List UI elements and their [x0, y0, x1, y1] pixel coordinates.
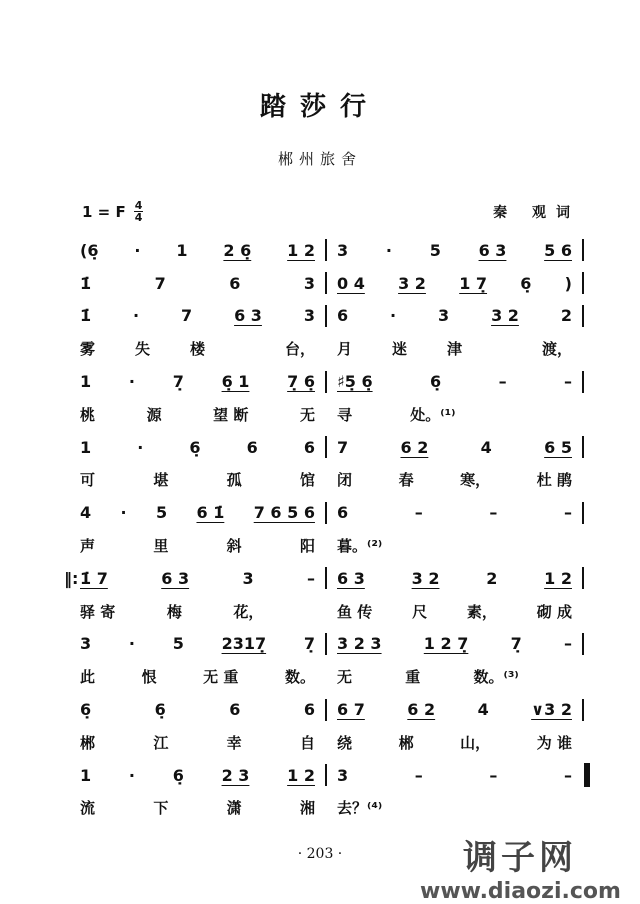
barline	[582, 403, 584, 425]
notation-line	[70, 300, 590, 333]
lyric-char: 孤	[226, 471, 242, 490]
note: ·	[134, 240, 141, 260]
lyric-char: 寻	[337, 405, 353, 424]
score	[64, 234, 590, 824]
note: 7̣ 6̣	[287, 372, 315, 392]
barline	[582, 272, 584, 294]
note: ·	[133, 306, 140, 326]
barline	[582, 600, 584, 622]
measure	[70, 766, 325, 785]
lyric-char: 堪	[153, 471, 169, 490]
note: 3	[303, 273, 315, 293]
lyric-char: 杜 鹃	[536, 471, 572, 490]
notation-line	[70, 759, 590, 792]
barline	[582, 567, 584, 589]
measure	[327, 306, 582, 325]
barline	[582, 699, 584, 721]
note: 1̇	[80, 273, 92, 293]
note: 6̣	[80, 700, 92, 720]
note: 3	[303, 306, 315, 326]
measure	[327, 766, 582, 785]
note: –	[489, 503, 498, 523]
lyric-char: 湘	[299, 799, 315, 818]
note: 1	[80, 372, 92, 392]
note: –	[498, 372, 507, 392]
lyric-char: 无	[299, 405, 315, 424]
note: 1 2	[287, 765, 315, 785]
note: 7̣	[303, 634, 315, 654]
note: 6 3	[161, 568, 190, 588]
time-signature	[134, 200, 144, 223]
measure	[70, 732, 325, 753]
note: 6	[337, 306, 349, 326]
measure	[70, 634, 325, 653]
measure	[70, 797, 325, 818]
lyric-char: 为 谁	[536, 733, 572, 752]
note: 5	[155, 503, 168, 523]
measure	[70, 372, 325, 391]
note: –	[489, 765, 498, 785]
repeat-start-sign: ‖:	[64, 568, 79, 588]
note: –	[563, 634, 572, 654]
note: 3 2	[491, 306, 519, 326]
lyric-char: 梅	[166, 602, 182, 621]
lyric-char: 桃	[80, 405, 96, 424]
lyric-char: 源	[146, 405, 162, 424]
note: 6	[303, 437, 315, 457]
time-top: 4	[134, 199, 143, 212]
measure	[327, 469, 582, 490]
note: 6	[337, 503, 349, 523]
lyric-char: 恨	[141, 668, 157, 687]
note: 2 6̣	[223, 240, 252, 260]
note: 5	[172, 634, 184, 654]
lyric-line	[70, 398, 590, 431]
note: 1 2	[287, 240, 315, 260]
lyric-char: 鱼 传	[337, 602, 373, 621]
note: 1	[176, 240, 188, 260]
lyric-char: 春	[398, 471, 414, 490]
lyric-char: 月	[337, 340, 353, 359]
lyric-char: 自	[299, 733, 315, 752]
measure	[327, 634, 582, 653]
note: 6	[246, 437, 258, 457]
lyric-char: 可	[80, 471, 96, 490]
note: ·	[128, 634, 135, 654]
lyric-char: 此	[80, 668, 96, 687]
note: 2	[560, 306, 572, 326]
lyric-char: 斜	[226, 537, 242, 556]
measure	[70, 601, 325, 622]
note: 6̣	[154, 700, 166, 720]
time-bottom: 4	[134, 211, 143, 224]
notation-line	[70, 234, 590, 267]
lyric-char: 暮。⁽²⁾	[337, 537, 383, 556]
note: 1	[80, 437, 92, 457]
note: 7	[337, 437, 349, 457]
measure	[327, 438, 582, 457]
note: 7	[154, 273, 166, 293]
note: –	[414, 503, 423, 523]
lyric-char: 失	[135, 340, 151, 359]
note: 3	[337, 765, 349, 785]
watermark-url: www.diaozi.com	[420, 879, 621, 904]
notation-line	[70, 628, 590, 661]
measure	[327, 404, 582, 425]
barline	[582, 305, 584, 327]
barline	[582, 436, 584, 458]
lyric-line	[70, 595, 590, 628]
lyric-char: 驿 寄	[80, 602, 116, 621]
note: 6 7	[337, 700, 365, 720]
lyric-char: 素，	[466, 602, 497, 621]
lyric-line	[70, 660, 590, 693]
barline	[582, 797, 584, 819]
note: ♯5̣ 6̣	[337, 372, 373, 392]
note: 6̣ 1	[221, 372, 250, 392]
lyric-char: 砌 成	[536, 602, 572, 621]
lyric-char: 数。	[284, 668, 315, 687]
lyric-char: 雾	[80, 340, 96, 359]
lyric-char: 楼	[190, 340, 206, 359]
lyric-char: 寒，	[460, 471, 491, 490]
lyric-char: 渡，	[541, 340, 572, 359]
lyric-line	[70, 529, 590, 562]
lyric-line	[70, 792, 590, 825]
note: ∨3 2	[531, 700, 572, 720]
measure	[327, 338, 582, 359]
note: 6̣	[520, 273, 532, 293]
measure	[327, 274, 582, 293]
measure	[327, 797, 582, 818]
lyric-char: 无 重	[203, 668, 239, 687]
note: 1 7̣	[459, 273, 488, 293]
note: 4	[480, 437, 492, 457]
note: )	[564, 273, 572, 293]
lyric-char: 数。⁽³⁾	[473, 668, 519, 687]
measure	[70, 306, 325, 325]
note: 3	[337, 240, 349, 260]
note: 5 6	[544, 240, 572, 260]
notation-line	[70, 693, 590, 726]
lyric-char: 里	[153, 537, 169, 556]
note: 7	[181, 306, 193, 326]
note: 0 4	[337, 273, 365, 293]
notation-line	[64, 562, 590, 595]
lyric-char: 尺	[412, 602, 428, 621]
note: 6̣	[430, 372, 442, 392]
note: 1	[80, 765, 92, 785]
song-title: 踏莎行	[259, 92, 380, 122]
note: 2317̣	[221, 634, 267, 654]
watermark	[420, 830, 620, 904]
note: 1 2	[544, 568, 572, 588]
note: 5	[429, 240, 441, 260]
lyric-char: 重	[405, 668, 421, 687]
lyric-char: 津	[447, 340, 463, 359]
note: 3 2 3	[337, 634, 382, 654]
measure	[70, 666, 325, 687]
measure	[70, 503, 325, 522]
notation-line	[70, 365, 590, 398]
notation-line	[70, 267, 590, 300]
note: 6 5	[544, 437, 572, 457]
key-label: 1 = F	[82, 202, 126, 221]
lyric-char: 馆	[299, 471, 315, 490]
note: –	[563, 503, 572, 523]
barline	[582, 502, 584, 524]
notation-line	[70, 496, 590, 529]
note: 6	[229, 273, 241, 293]
lyric-line	[70, 332, 590, 365]
note: 2	[486, 568, 498, 588]
note: ·	[128, 765, 135, 785]
note: 6̣	[172, 765, 184, 785]
note: 7̣	[510, 634, 522, 654]
barline	[582, 535, 584, 557]
lyric-char: 幸	[226, 733, 242, 752]
measure	[70, 274, 325, 293]
lyric-char: 望 断	[213, 405, 249, 424]
measure	[70, 338, 325, 359]
measure	[327, 601, 582, 622]
measure	[70, 469, 325, 490]
note: 3	[80, 634, 92, 654]
note: 6 2	[407, 700, 436, 720]
note: 7̣	[172, 372, 184, 392]
note: 1̇ 7	[80, 568, 108, 588]
barline	[582, 731, 584, 753]
note: 1̇	[80, 306, 92, 326]
lyric-char: 郴	[80, 733, 96, 752]
measure	[327, 700, 582, 719]
barline	[582, 666, 584, 688]
watermark-name: 调子网	[463, 838, 577, 878]
note: ·	[137, 437, 144, 457]
lyric-char: 流	[80, 799, 96, 818]
note: 2 3	[221, 765, 250, 785]
measure	[327, 569, 582, 588]
measure	[327, 732, 582, 753]
lyric-char: 花，	[233, 602, 264, 621]
lyric-char: 无	[337, 668, 353, 687]
measure	[70, 535, 325, 556]
lyric-char: 台，	[284, 340, 315, 359]
note: 7 6 5 6	[253, 503, 315, 523]
lyric-char: 迷	[392, 340, 408, 359]
note: 6 1̇	[196, 503, 225, 523]
lyric-char: 闭	[337, 471, 353, 490]
barline	[582, 633, 584, 655]
lyric-char: 江	[153, 733, 169, 752]
note: 4	[477, 700, 489, 720]
lyricist: 秦 观词	[493, 205, 580, 221]
lyric-char: 绕	[337, 733, 353, 752]
measure	[70, 700, 325, 719]
lyric-line	[70, 726, 590, 759]
note: 6	[229, 700, 241, 720]
measure	[70, 438, 325, 457]
lyric-char: 声	[80, 537, 96, 556]
note: 6 3	[234, 306, 262, 326]
measure	[327, 372, 582, 391]
note: 3 2	[411, 568, 440, 588]
measure	[70, 569, 325, 588]
barline	[582, 338, 584, 360]
note: ·	[120, 503, 127, 523]
note: ·	[390, 306, 397, 326]
note: 6 3	[337, 568, 365, 588]
note: 3 2	[398, 273, 426, 293]
page-number: · 203 ·	[297, 846, 343, 862]
note: –	[414, 765, 423, 785]
note: 6̣	[189, 437, 201, 457]
measure	[327, 503, 582, 522]
notation-line	[70, 431, 590, 464]
lyric-char: 处。⁽¹⁾	[410, 405, 456, 424]
key-signature	[82, 200, 143, 223]
lyric-line	[70, 464, 590, 497]
note: 6 3	[478, 240, 507, 260]
note: (6̣	[80, 240, 99, 260]
note: ·	[385, 240, 392, 260]
barline	[582, 469, 584, 491]
lyric-char: 下	[153, 799, 169, 818]
note: 3	[438, 306, 450, 326]
lyric-char: 郴	[398, 733, 414, 752]
song-subtitle: 郴州旅舍	[277, 150, 362, 168]
note: –	[563, 765, 572, 785]
barline	[584, 763, 590, 787]
note: 6	[303, 700, 315, 720]
measure	[327, 666, 582, 687]
lyric-char: 潇	[226, 799, 242, 818]
measure	[327, 241, 582, 260]
note: 1 2 7̣	[423, 634, 469, 654]
note: 4	[80, 503, 92, 523]
barline	[582, 239, 584, 261]
lyric-char: 去？⁽⁴⁾	[337, 799, 383, 818]
measure	[327, 535, 582, 556]
note: ·	[128, 372, 135, 392]
lyric-char: 山，	[460, 733, 491, 752]
note: –	[563, 372, 572, 392]
note: 6 2	[400, 437, 429, 457]
lyric-char: 阳	[299, 537, 315, 556]
note: –	[307, 568, 315, 588]
barline	[582, 371, 584, 393]
measure	[70, 241, 325, 260]
note: 3	[242, 568, 254, 588]
measure	[70, 404, 325, 425]
